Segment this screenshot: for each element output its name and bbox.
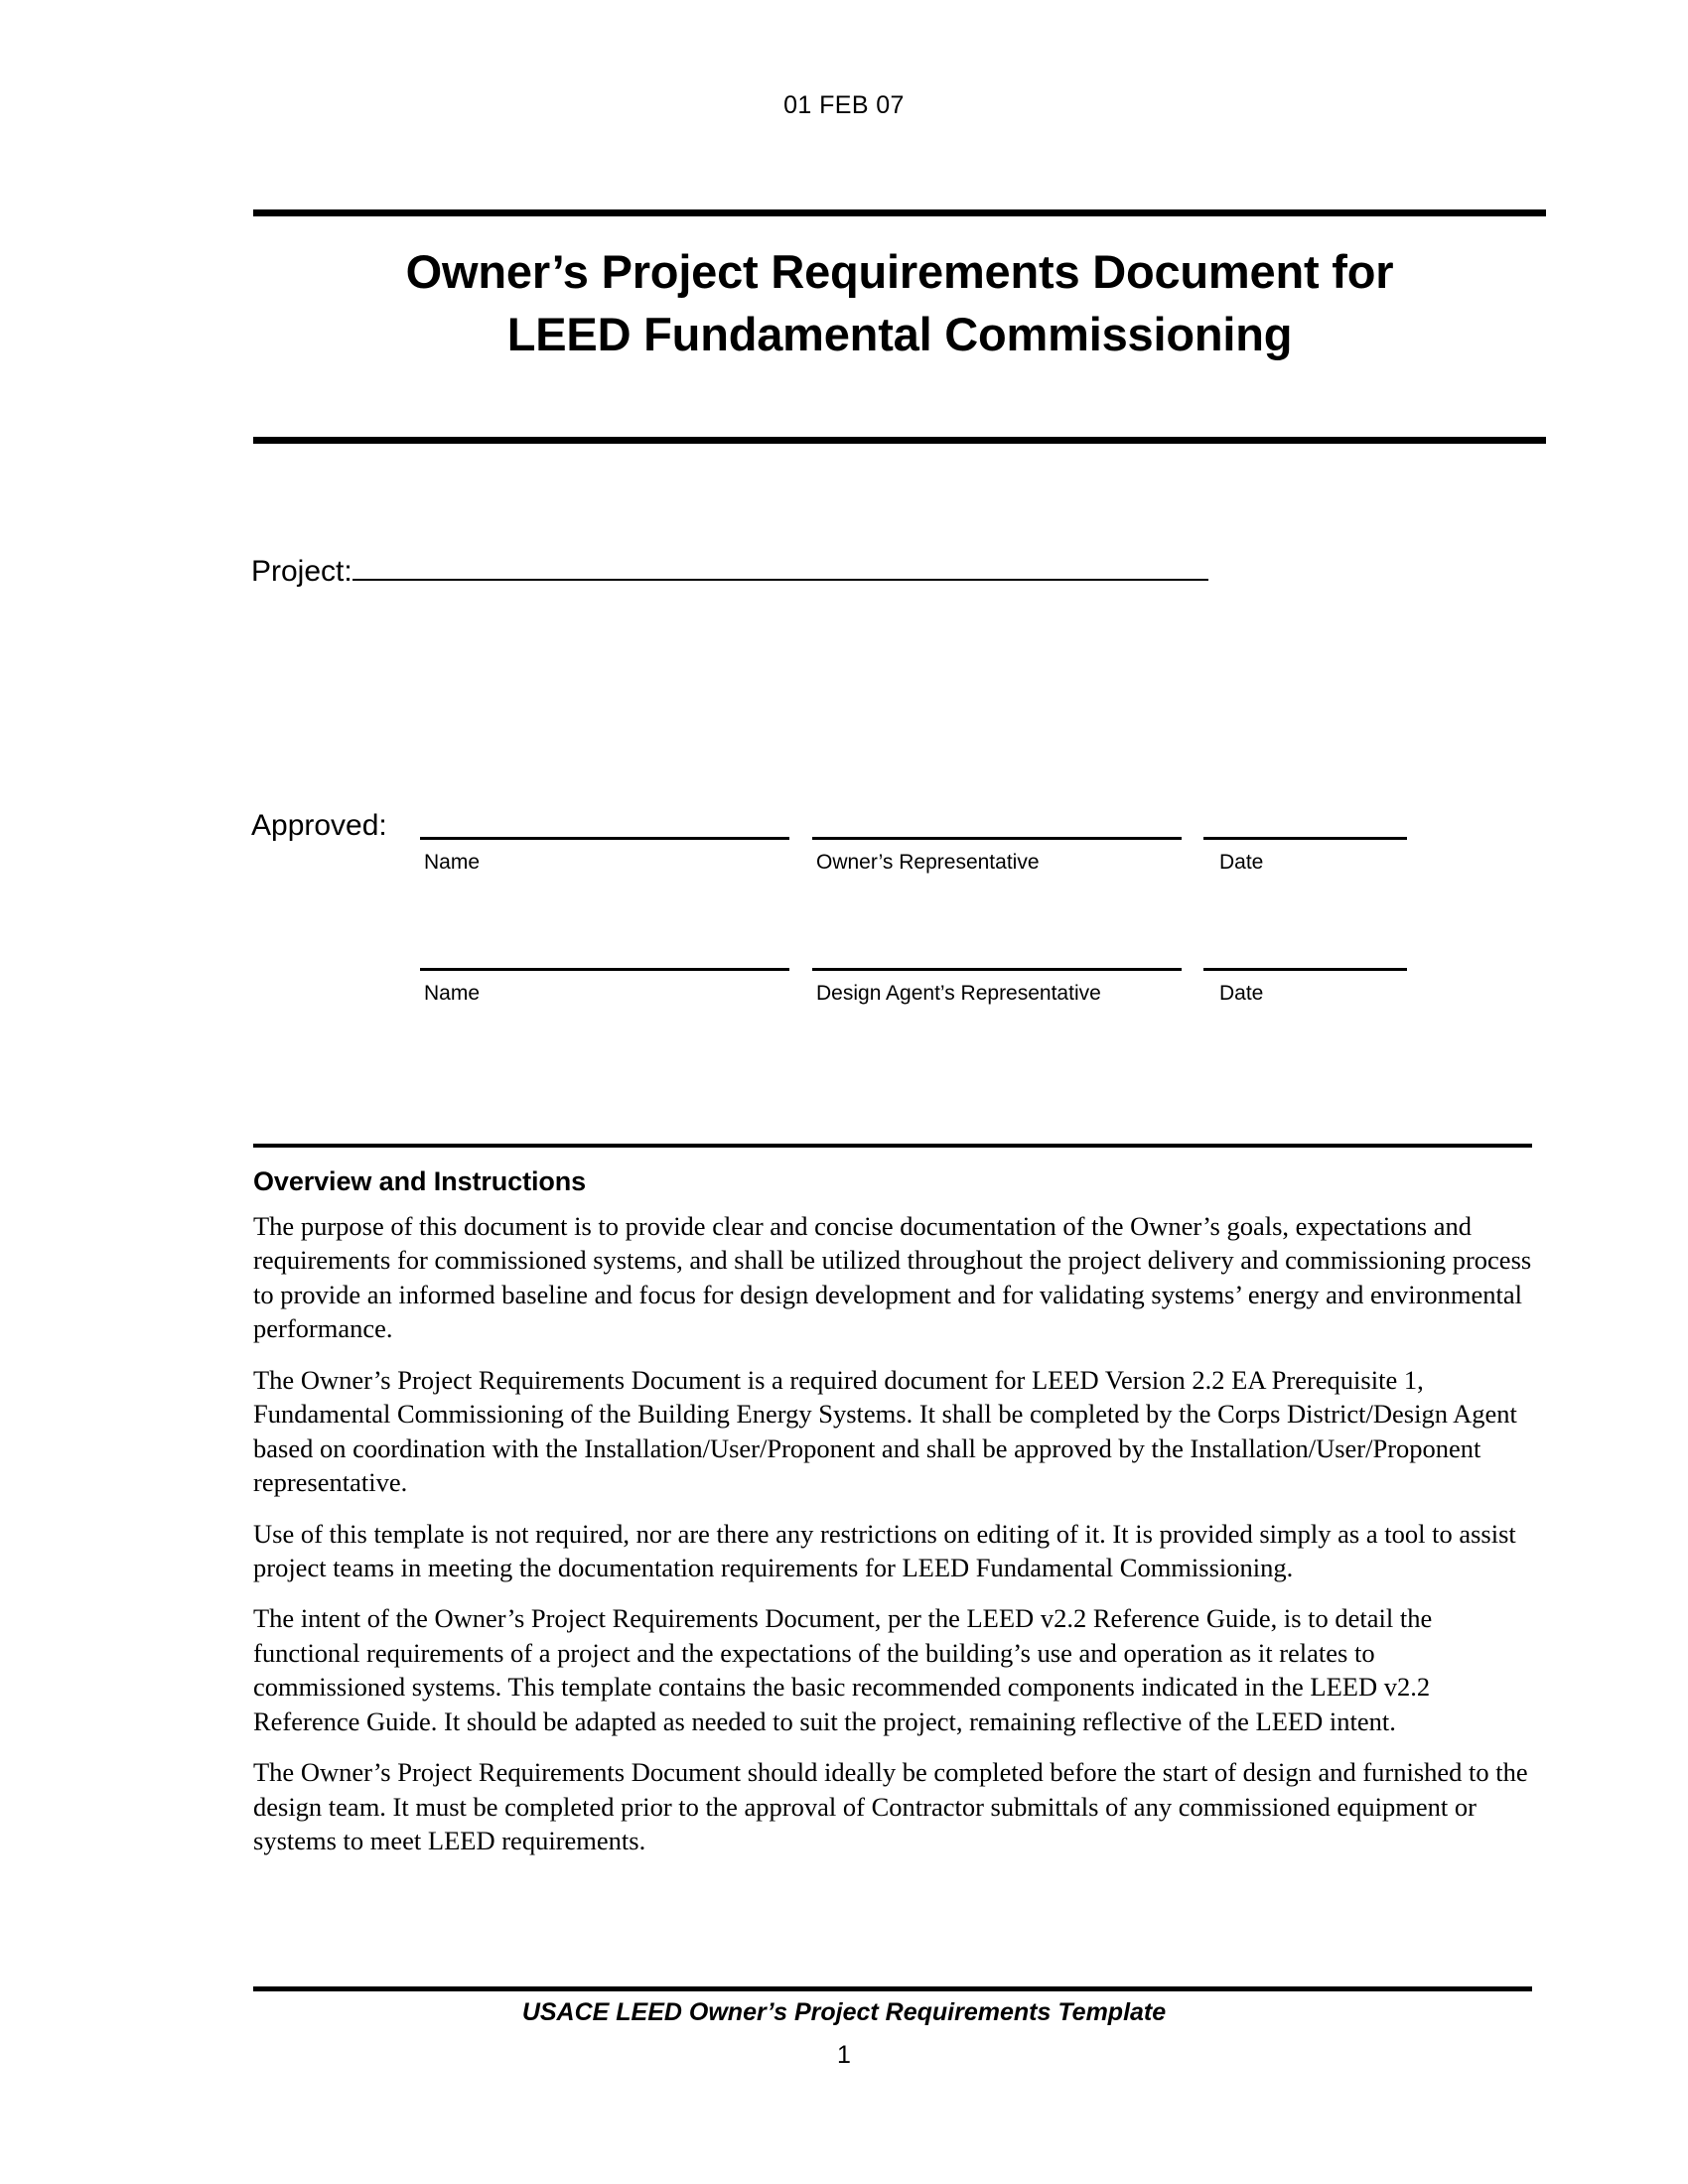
signature-blank-date-2[interactable] <box>1203 968 1407 971</box>
overview-paragraph-3: Use of this template is not required, nor are there any restrictions on editing of it. It is provided simply as a tool to assist project teams in meeting the documentation requirements for LEED Fundamental Commissioning. <box>253 1518 1516 1582</box>
project-field-row <box>251 549 1208 589</box>
overview-paragraph-1: The purpose of this document is to provide clear and concise documentation of the Owner’s goals, expectations and requirements for commissioned systems, and shall be utilized throughout the project delivery and commissioning process to provide an informed baseline and focus for design development and for validating systems’ energy and environmental performance. <box>253 1211 1532 1344</box>
project-name-blank[interactable] <box>352 549 1208 581</box>
signature-caption-owner-representative: Owner’s Representative <box>816 851 1040 874</box>
footer-rule <box>253 1986 1532 1991</box>
signature-blank-name-1[interactable] <box>420 837 789 840</box>
page-title-line-1: Owner’s Project Requirements Document for <box>405 245 1394 298</box>
overview-rule <box>253 1144 1532 1148</box>
signature-blank-design-agent-representative[interactable] <box>812 968 1182 971</box>
signature-caption-date-2: Date <box>1219 982 1264 1005</box>
footer-page-number: 1 <box>837 2041 851 2069</box>
title-rule-bottom <box>253 437 1546 444</box>
signature-caption-name-1: Name <box>424 851 481 874</box>
project-label: Project: <box>251 555 352 588</box>
signature-blank-owner-representative[interactable] <box>812 837 1182 840</box>
overview-body <box>253 1209 1532 1874</box>
signature-caption-design-agent-representative: Design Agent’s Representative <box>816 982 1101 1005</box>
header-date: 01 FEB 07 <box>783 91 905 119</box>
title-rule-top <box>253 209 1546 216</box>
footer-title: USACE LEED Owner’s Project Requirements Template <box>521 1998 1167 2026</box>
signature-blank-name-2[interactable] <box>420 968 789 971</box>
overview-paragraph-2: The Owner’s Project Requirements Document is a required document for LEED Version 2.2 EA Prerequisite 1, Fundamental Commissioning of the Building Energy Systems. It shall be completed by the Corps District/Design Agent based on coordination with the Installation/User/Proponent and shall be approved by the Installation/User/Proponent representative. <box>253 1364 1517 1498</box>
approved-label: Approved: <box>251 809 387 842</box>
page-title-line-2: LEED Fundamental Commissioning <box>506 307 1293 360</box>
overview-paragraph-5: The Owner’s Project Requirements Document should ideally be completed before the start of design and furnished to the design team. It must be completed prior to the approval of Contractor submittals of any commissioned equipment or systems to meet LEED requirements. <box>253 1757 1528 1855</box>
signature-blank-date-1[interactable] <box>1203 837 1407 840</box>
signature-caption-date-1: Date <box>1219 851 1264 874</box>
overview-paragraph-4: The intent of the Owner’s Project Requirements Document, per the LEED v2.2 Reference Guide, is to detail the functional requirements of a project and the expectations of the building’s use and operation as it relates to commissioned systems. This template contains the basic recommended components indicated in the LEED v2.2 Reference Guide. It should be adapted as needed to suit the project, remaining reflective of the LEED intent. <box>253 1603 1433 1736</box>
overview-heading: Overview and Instructions <box>253 1166 587 1196</box>
page-title <box>253 241 1546 365</box>
signature-caption-name-2: Name <box>424 982 481 1005</box>
